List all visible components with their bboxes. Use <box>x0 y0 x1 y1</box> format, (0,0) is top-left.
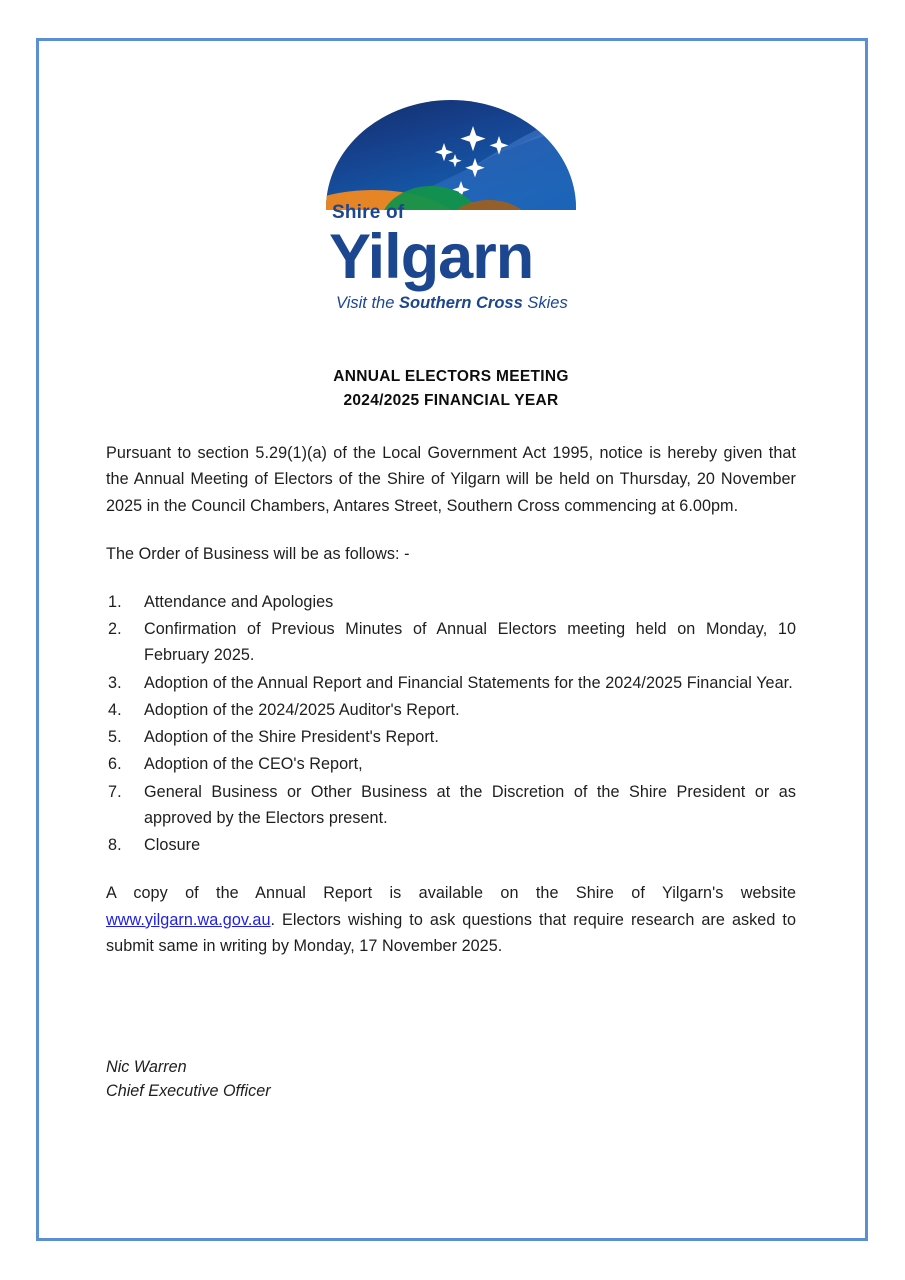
agenda-item: Adoption of the CEO's Report, <box>144 755 363 774</box>
agenda-item: Attendance and Apologies <box>144 592 334 611</box>
logo-tagline-prefix: Visit the <box>336 294 399 312</box>
agenda-item: Adoption of the 2024/2025 Auditor's Report. <box>144 700 460 719</box>
logo-shire-of-text: Shire of <box>332 202 405 223</box>
signature-block <box>106 1055 796 1104</box>
shire-of-yilgarn-logo <box>321 88 581 323</box>
logo-wordmark-yilgarn: Yilgarn <box>329 222 534 292</box>
order-of-business-intro: The Order of Business will be as follows: - <box>106 544 410 563</box>
agenda-item: Closure <box>144 836 201 855</box>
agenda-item: Adoption of the Shire President's Report. <box>144 728 439 747</box>
agenda-item: Confirmation of Previous Minutes of Annual Electors meeting held on Monday, 10 February 2025. <box>144 620 796 665</box>
logo-graphic <box>321 88 581 323</box>
closing-text-suffix: . Electors wishing to ask questions that require research are asked to submit same in writing by Monday, 17 November 2025. <box>106 910 796 955</box>
page-title <box>106 365 796 413</box>
logo-tagline-suffix: Skies <box>522 294 568 312</box>
logo-tagline-bold: Southern Cross <box>398 294 523 312</box>
title-line-2: 2024/2025 FINANCIAL YEAR <box>343 392 559 410</box>
notice-paragraph: Pursuant to section 5.29(1)(a) of the Local Government Act 1995, notice is hereby given that the Annual Meeting of Electors of the Shire of Yilgarn will be held on Thursday, 20 November 2025 in the Council Chambers, Antares Street, Southern Cross commencing at 6.00pm. <box>106 444 796 515</box>
title-line-1: ANNUAL ELECTORS MEETING <box>333 368 569 385</box>
closing-paragraph <box>106 880 796 959</box>
agenda-item: Adoption of the Annual Report and Financial Statements for the 2024/2025 Financial Year. <box>144 673 793 692</box>
agenda-list <box>106 589 796 858</box>
document-body <box>106 440 796 959</box>
signatory-name: Nic Warren <box>106 1058 187 1077</box>
logo-tagline <box>336 294 568 312</box>
closing-text-prefix: A copy of the Annual Report is available on the Shire of Yilgarn's website <box>106 884 796 903</box>
document-content <box>106 60 796 1104</box>
signatory-position: Chief Executive Officer <box>106 1082 271 1101</box>
shire-website-link[interactable]: www.yilgarn.wa.gov.au <box>106 910 271 929</box>
agenda-item: General Business or Other Business at the Discretion of the Shire President or as approved by the Electors present. <box>144 782 796 827</box>
